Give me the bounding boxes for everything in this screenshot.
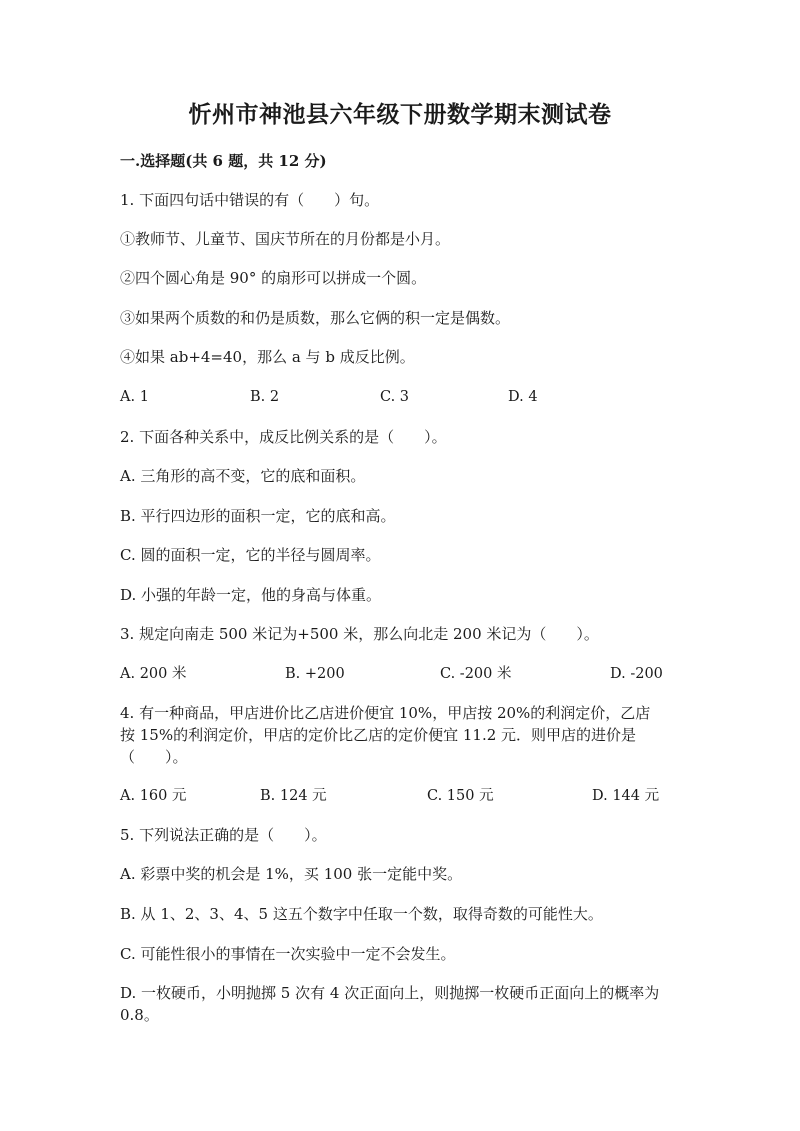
question-1-option-c: C. 3	[380, 389, 410, 405]
question-1-statement-2: ②四个圆心角是 90° 的扇形可以拼成一个圆。	[120, 269, 427, 287]
question-3-option-a: A. 200 米	[120, 666, 187, 682]
section-heading: 一.选择题(共 6 题，共 12 分)	[120, 152, 327, 170]
question-5-option-a: A. 彩票中奖的机会是 1%，买 100 张一定能中奖。	[120, 865, 463, 883]
question-2-option-d: D. 小强的年龄一定，他的身高与体重。	[120, 586, 382, 604]
question-3-option-d: D. -200	[610, 666, 663, 682]
question-1-statement-3: ③如果两个质数的和仍是质数，那么它俩的积一定是偶数。	[120, 309, 511, 327]
question-2-option-a: A. 三角形的高不变，它的底和面积。	[120, 467, 366, 485]
question-4-option-c: C. 150 元	[427, 788, 494, 804]
question-5-option-d: D. 一枚硬币，小明抛掷 5 次有 4 次正面向上，则抛掷一枚硬币正面向上的概率为 0.8。	[120, 984, 660, 1024]
question-3-option-b: B. +200	[285, 666, 345, 682]
question-1-option-d: D. 4	[508, 389, 538, 405]
question-4-option-b: B. 124 元	[260, 788, 327, 804]
question-3-option-c: C. -200 米	[440, 666, 512, 682]
question-3-stem: 3. 规定向南走 500 米记为+500 米，那么向北走 200 米记为（ ）。	[120, 625, 599, 643]
question-5-option-b: B. 从 1、2、3、4、5 这五个数字中任取一个数，取得奇数的可能性大。	[120, 905, 603, 923]
question-5-option-c: C. 可能性很小的事情在一次实验中一定不会发生。	[120, 945, 456, 963]
question-2-option-c: C. 圆的面积一定，它的半径与圆周率。	[120, 546, 381, 564]
question-1-statement-4: ④如果 ab+4=40，那么 a 与 b 成反比例。	[120, 348, 415, 366]
page-title: 忻州市神池县六年级下册数学期末测试卷	[188, 101, 612, 128]
question-5-stem: 5. 下列说法正确的是（ ）。	[120, 826, 327, 844]
question-4-option-d: D. 144 元	[592, 788, 660, 804]
question-1-statement-1: ①教师节、儿童节、国庆节所在的月份都是小月。	[120, 230, 451, 248]
question-4-option-a: A. 160 元	[120, 788, 187, 804]
question-2-stem: 2. 下面各种关系中，成反比例关系的是（ ）。	[120, 428, 447, 446]
question-1-option-b: B. 2	[250, 389, 280, 405]
question-2-option-b: B. 平行四边形的面积一定，它的底和高。	[120, 507, 396, 525]
question-1-stem: 1. 下面四句话中错误的有（ ）句。	[120, 191, 380, 209]
question-1-option-a: A. 1	[120, 389, 149, 405]
question-4-stem: 4. 有一种商品，甲店进价比乙店进价便宜 10%，甲店按 20%的利润定价，乙店按 15%的利润定价，甲店的定价比乙店的定价便宜 11.2 元．则甲店的进价是（ ）。	[120, 704, 651, 766]
